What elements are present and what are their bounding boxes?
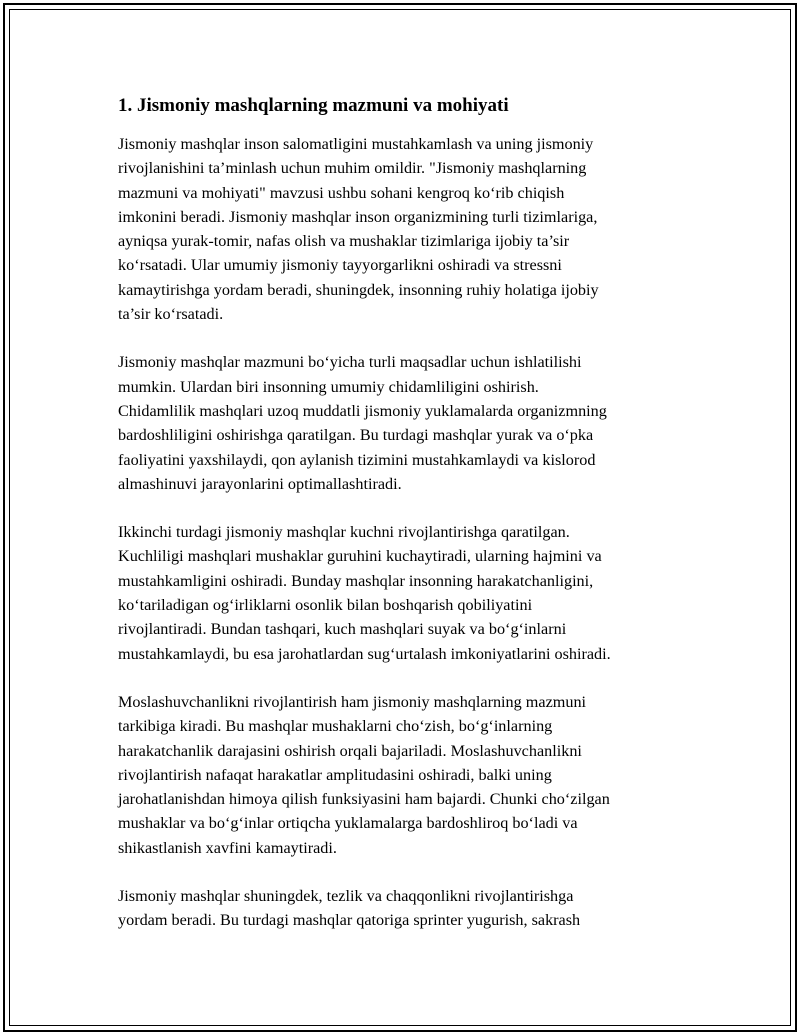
text-line: imkonini beradi. Jismoniy mashqlar inson organizmining turli tizimlariga, (118, 207, 598, 226)
document-body (118, 92, 688, 957)
text-line: rivojlantirish nafaqat harakatlar amplitudasini oshiradi, balki uning (118, 765, 552, 784)
text-line: Ikkinchi turdagi jismoniy mashqlar kuchni rivojlantirishga qaratilgan. (118, 523, 570, 542)
text-line: mustahkamligini oshiradi. Bunday mashqlar insonning harakatchanligini, (118, 571, 594, 590)
text-line: ayniqsa yurak-tomir, nafas olish va mushaklar tizimlariga ijobiy ta’sir (118, 232, 570, 251)
text-line: rivojlanishini ta’minlash uchun muhim omildir. "Jismoniy mashqlarning (118, 159, 587, 178)
text-line: mushaklar va bo‘g‘inlar ortiqcha yuklamalarga bardoshliroq bo‘ladi va (118, 814, 578, 833)
paragraph (118, 884, 688, 933)
text-line: faoliyatini yaxshilaydi, qon aylanish tizimini mustahkamlaydi va kislorod (118, 450, 596, 469)
text-line: ko‘tariladigan og‘irliklarni osonlik bilan boshqarish qobiliyatini (118, 596, 533, 615)
paragraph-list (118, 132, 688, 933)
text-line: Chidamlilik mashqlari uzoq muddatli jismoniy yuklamalarda organizmning (118, 401, 607, 420)
text-line: tarkibiga kiradi. Bu mashqlar mushaklarni cho‘zish, bo‘g‘inlarning (118, 717, 553, 736)
text-line: ta’sir ko‘rsatadi. (118, 305, 224, 324)
text-line: jarohatlanishdan himoya qilish funksiyasini ham bajardi. Chunki cho‘zilgan (118, 790, 610, 809)
text-line: bardoshliligini oshirishga qaratilgan. Bu turdagi mashqlar yurak va o‘pka (118, 426, 594, 445)
text-line: Kuchliligi mashqlari mushaklar guruhini kuchaytiradi, ularning hajmini va (118, 547, 602, 566)
text-line: shikastlanish xavfini kamaytiradi. (118, 838, 337, 857)
paragraph (118, 132, 688, 326)
text-line: Moslashuvchanlikni rivojlantirish ham jismoniy mashqlarning mazmuni (118, 692, 587, 711)
text-line: rivojlantiradi. Bundan tashqari, kuch mashqlari suyak va bo‘g‘inlarni (118, 620, 567, 639)
text-line: Jismoniy mashqlar shuningdek, tezlik va chaqqonlikni rivojlantirishga (118, 887, 574, 906)
text-line: mazmuni va mohiyati" mavzusi ushbu sohani kengroq ko‘rib chiqish (118, 183, 565, 202)
text-line: yordam beradi. Bu turdagi mashqlar qatoriga sprinter yugurish, sakrash (118, 911, 581, 930)
text-line: ko‘rsatadi. Ular umumiy jismoniy tayyorgarlikni oshiradi va stressni (118, 256, 562, 275)
text-line: kamaytirishga yordam beradi, shuningdek, insonning ruhiy holatiga ijobiy (118, 280, 599, 299)
text-line: mustahkamlaydi, bu esa jarohatlardan sug‘urtalash imkoniyatlarini oshiradi. (118, 644, 611, 663)
text-line: harakatchanlik darajasini oshirish orqali bajariladi. Moslashuvchanlikni (118, 741, 582, 760)
paragraph (118, 350, 688, 496)
paragraph (118, 520, 688, 666)
paragraph (118, 690, 688, 860)
text-line: mumkin. Ulardan biri insonning umumiy chidamliligini oshirish. (118, 377, 539, 396)
text-line: Jismoniy mashqlar mazmuni bo‘yicha turli maqsadlar uchun ishlatilishi (118, 353, 582, 372)
text-line: almashinuvi jarayonlarini optimallashtiradi. (118, 474, 402, 493)
section-heading: 1. Jismoniy mashqlarning mazmuni va mohiyati (118, 95, 509, 116)
text-line: Jismoniy mashqlar inson salomatligini mustahkamlash va uning jismoniy (118, 135, 594, 153)
